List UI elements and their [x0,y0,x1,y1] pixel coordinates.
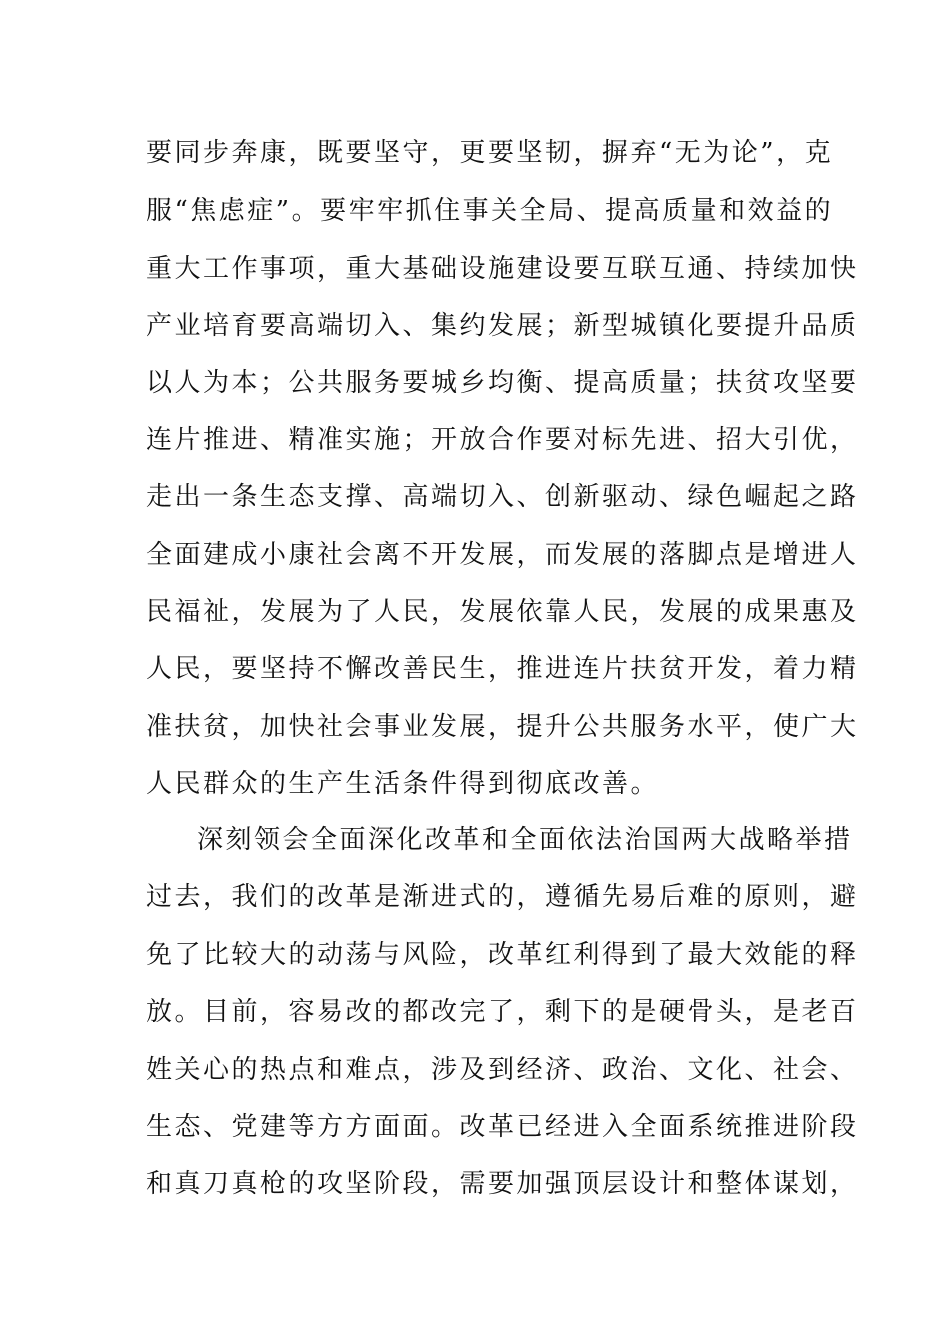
text-line: 过去，我们的改革是渐进式的，遵循先易后难的原则，避 [146,882,859,912]
text-line: 准扶贫，加快社会事业发展，提升公共服务水平，使广大 [146,712,859,742]
text-line: 放。目前，容易改的都改完了，剩下的是硬骨头，是老百 [146,997,859,1027]
text-line: 要同步奔康，既要坚守，更要坚韧，摒弃“无为论”，克 [146,138,834,168]
text-line: 服“焦虑症”。要牢牢抓住事关全局、提高质量和效益的 [146,196,834,226]
text-line: 姓关心的热点和难点，涉及到经济、政治、文化、社会、 [146,1055,859,1085]
text-line: 以人为本；公共服务要城乡均衡、提高质量；扶贫攻坚要 [146,368,859,398]
text-line: 连片推进、精准实施；开放合作要对标先进、招大引优， [146,425,859,455]
text-line: 民福祉，发展为了人民，发展依靠人民，发展的成果惠及 [146,597,859,627]
section-heading: 深刻领会全面深化改革和全面依法治国两大战略举措 [197,825,853,855]
text-line: 全面建成小康社会离不开发展，而发展的落脚点是增进人 [146,540,859,570]
text-line: 重大工作事项，重大基础设施建设要互联互通、持续加快 [146,254,859,284]
text-line: 和真刀真枪的攻坚阶段，需要加强顶层设计和整体谋划， [146,1169,859,1199]
text-line: 人民，要坚持不懈改善民生，推进连片扶贫开发，着力精 [146,654,859,684]
text-line: 人民群众的生产生活条件得到彻底改善。 [146,769,660,799]
text-line: 产业培育要高端切入、集约发展；新型城镇化要提升品质 [146,311,859,341]
text-line: 走出一条生态支撑、高端切入、创新驱动、绿色崛起之路 [146,482,859,512]
text-line: 生态、党建等方方面面。改革已经进入全面系统推进阶段 [146,1112,859,1142]
text-line: 免了比较大的动荡与风险，改革红利得到了最大效能的释 [146,940,859,970]
